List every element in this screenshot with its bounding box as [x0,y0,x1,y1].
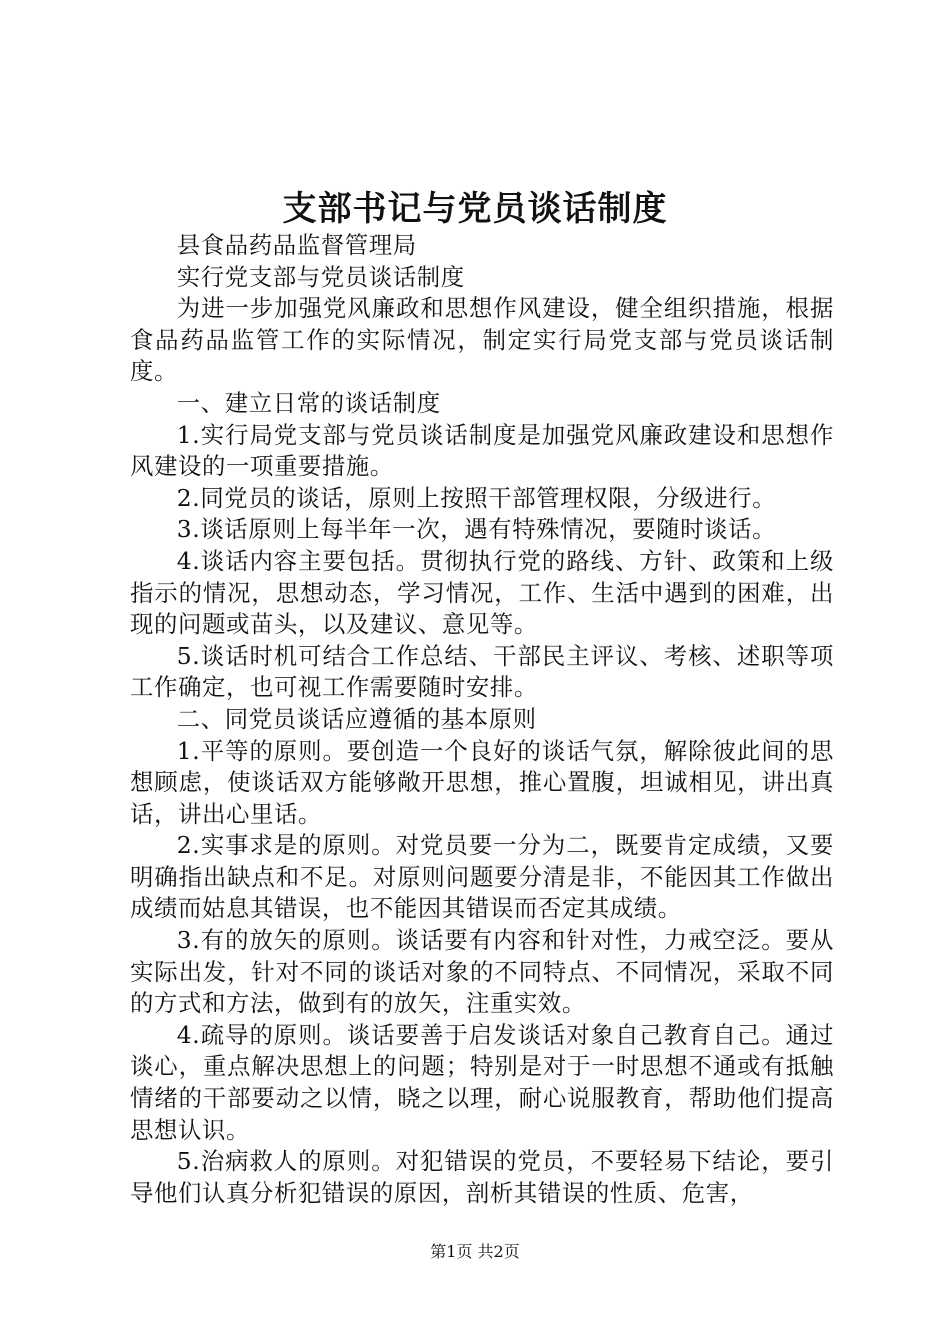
document-body [130,230,834,1209]
paragraph: 1.平等的原则。要创造一个良好的谈话气氛，解除彼此间的思想顾虑，使谈话双方能够敞开思想，推心置腹，坦诚相见，讲出真话，讲出心里话。 [130,736,834,828]
paragraph: 3.有的放矢的原则。谈话要有内容和针对性，力戒空泛。要从实际出发，针对不同的谈话对象的不同特点、不同情况，采取不同的方式和方法，做到有的放矢，注重实效。 [130,926,834,1018]
paragraph: 5.治病救人的原则。对犯错误的党员，不要轻易下结论，要引导他们认真分析犯错误的原因，剖析其错误的性质、危害， [130,1147,834,1207]
section-heading: 二、同党员谈话应遵循的基本原则 [176,704,537,733]
paragraph: 5.谈话时机可结合工作总结、干部民主评议、考核、述职等项工作确定，也可视工作需要随时安排。 [130,641,834,702]
section-heading: 一、建立日常的谈话制度 [176,388,441,417]
paragraph: 实行党支部与党员谈话制度 [176,262,465,291]
paragraph: 3.谈话原则上每半年一次，遇有特殊情况，要随时谈话。 [176,515,777,544]
page-number-footer: 第1页 共2页 [430,1242,520,1261]
paragraph: 2.同党员的谈话，原则上按照干部管理权限，分级进行。 [176,483,777,512]
paragraph: 为进一步加强党风廉政和思想作风建设，健全组织措施，根据食品药品监管工作的实际情况，制定实行局党支部与党员谈话制度。 [130,294,834,386]
document-title: 支部书记与党员谈话制度 [282,189,668,229]
paragraph: 2.实事求是的原则。对党员要一分为二，既要肯定成绩，又要明确指出缺点和不足。对原则问题要分清是非，不能因其工作做出成绩而姑息其错误，也不能因其错误而否定其成绩。 [130,831,834,923]
paragraph: 4.谈话内容主要包括。贯彻执行党的路线、方针、政策和上级指示的情况，思想动态，学习情况，工作、生活中遇到的困难，出现的问题或苗头，以及建议、意见等。 [130,546,834,639]
paragraph: 1.实行局党支部与党员谈话制度是加强党风廉政建设和思想作风建设的一项重要措施。 [130,420,834,481]
paragraph: 县食品药品监督管理局 [176,231,417,259]
paragraph: 4.疏导的原则。谈话要善于启发谈话对象自己教育自己。通过谈心，重点解决思想上的问题；特别是对于一时思想不通或有抵触情绪的干部要动之以情，晓之以理，耐心说服教育，帮助他们提高思想认识。 [130,1020,834,1144]
